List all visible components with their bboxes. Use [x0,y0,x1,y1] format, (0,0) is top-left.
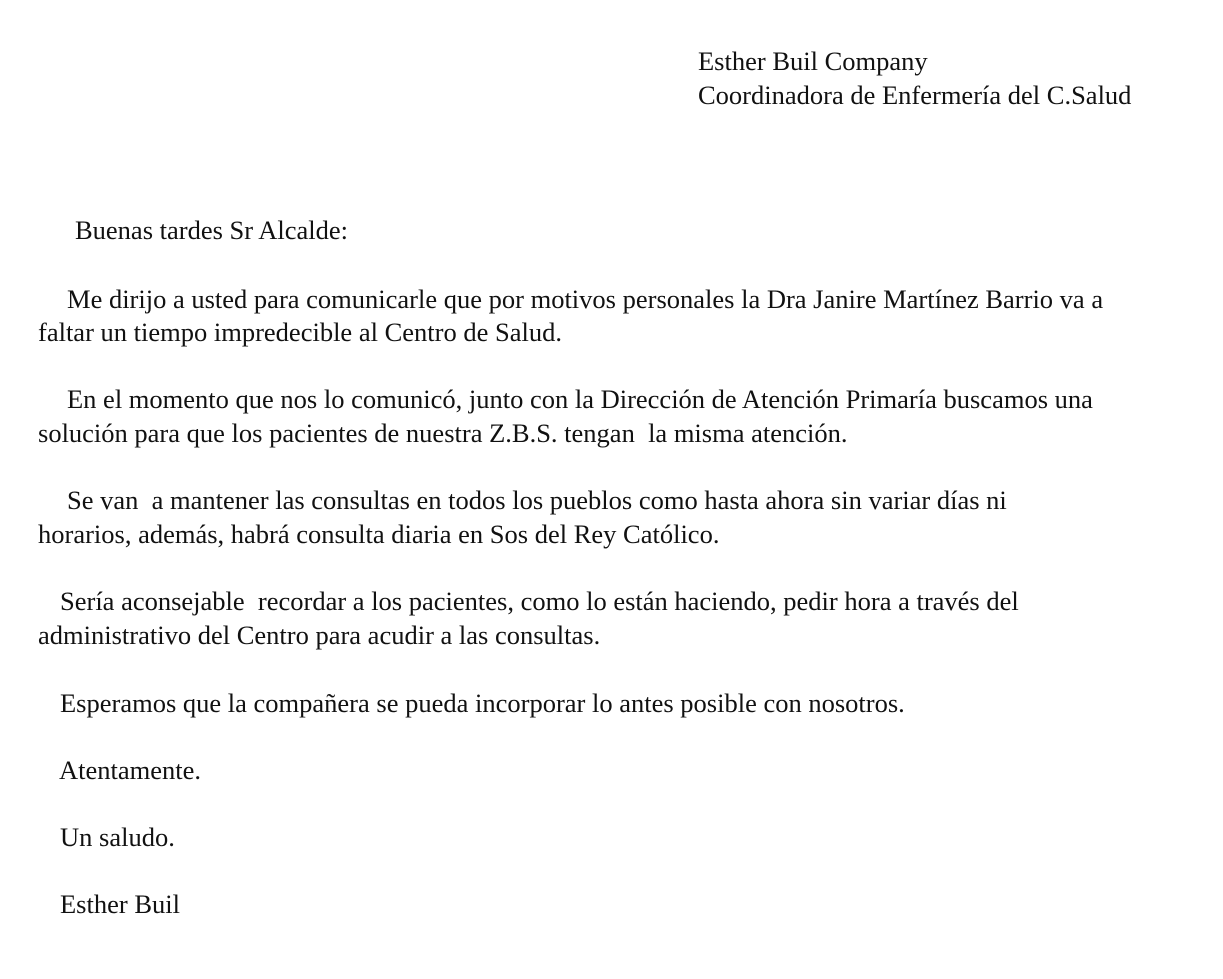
paragraph-2-line-2: solución para que los pacientes de nuestra Z.B.S. tengan la misma atención. [38,418,848,448]
paragraph-1-line-2: faltar un tiempo impredecible al Centro de Salud. [38,317,562,347]
sender-role: Coordinadora de Enfermería del C.Salud [698,80,1132,110]
paragraph-2-line-1: En el momento que nos lo comunicó, junto con la Dirección de Atención Primaría buscamos una [67,384,1093,414]
closing-paragraph: Esperamos que la compañera se pueda incorporar lo antes posible con nosotros. [60,688,905,718]
salutation: Un saludo. [60,822,175,852]
sender-block [698,44,1131,112]
paragraph-3-line-2: horarios, además, habrá consulta diaria en Sos del Rey Católico. [38,519,720,549]
paragraph-1-line-1: Me dirijo a usted para comunicarle que por motivos personales la Dra Janire Martínez Barrio va a [67,284,1104,314]
paragraph-3-line-1: Se van a mantener las consultas en todos los pueblos como hasta ahora sin variar días ni [67,485,1007,515]
paragraph-4-line-1: Sería aconsejable recordar a los pacientes, como lo están haciendo, pedir hora a través del [60,586,1019,616]
signature: Esther Buil [60,889,180,919]
greeting: Buenas tardes Sr Alcalde: [75,215,349,245]
sender-name: Esther Buil Company [698,46,928,76]
sign-off: Atentamente. [59,755,202,785]
paragraph-4-line-2: administrativo del Centro para acudir a las consultas. [38,620,601,650]
